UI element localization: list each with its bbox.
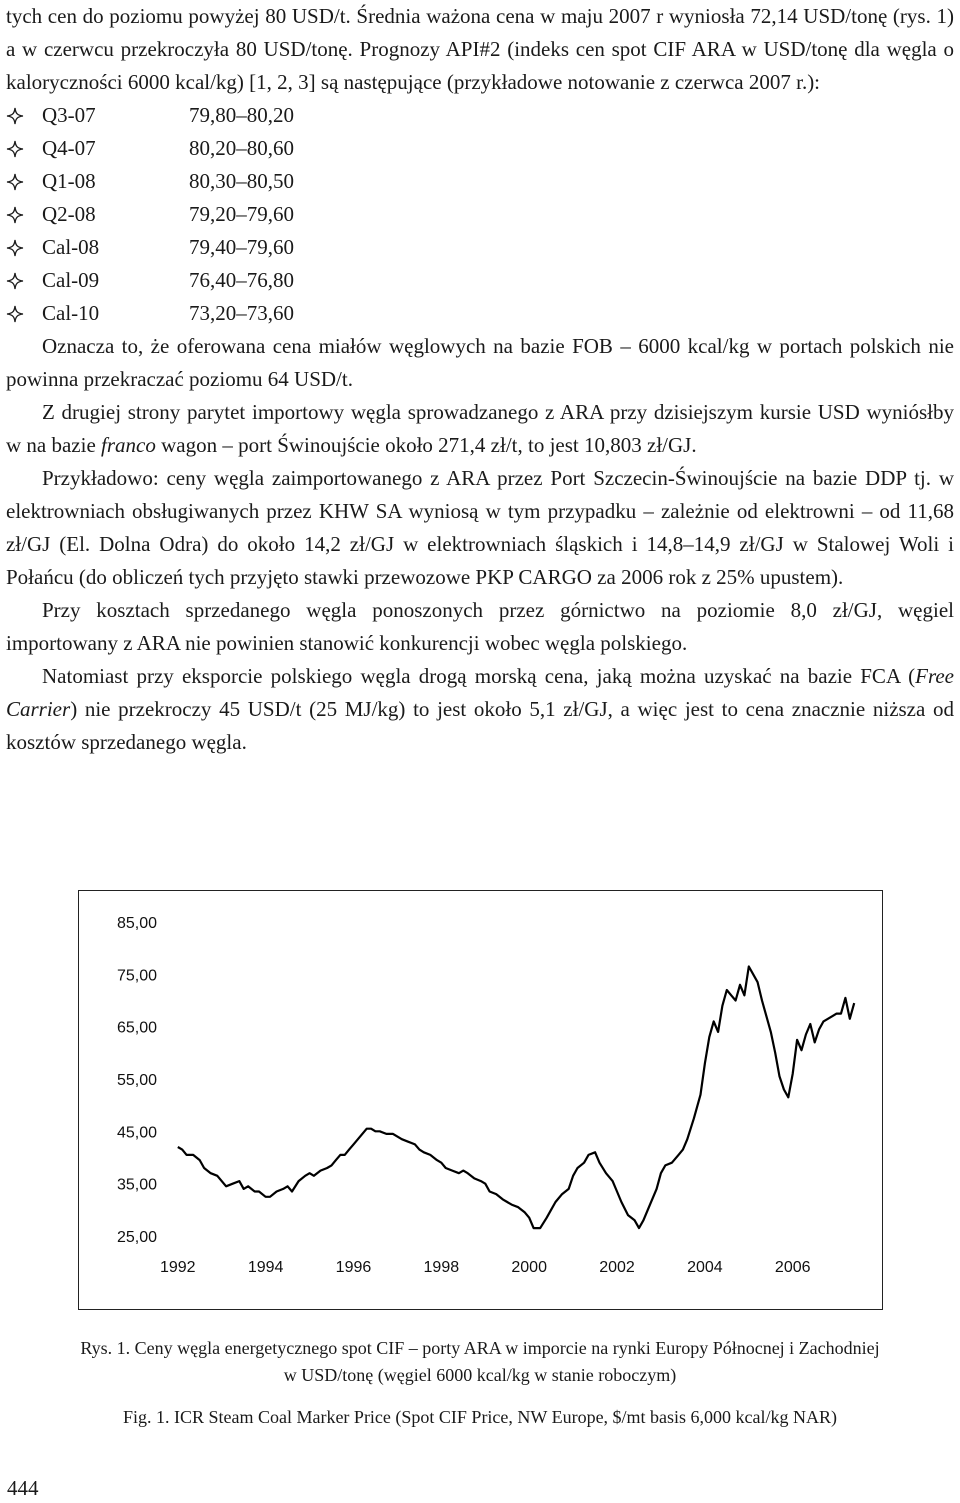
list-item: [6, 264, 954, 297]
emphasis-free-carrier: Free Carrier: [6, 664, 954, 721]
period-label: Cal-08: [42, 235, 100, 259]
period-label: Cal-10: [42, 301, 100, 325]
coal-price-chart: [78, 890, 883, 1310]
list-item: [6, 99, 954, 132]
price-range: 79,40–79,60: [189, 235, 294, 259]
star-bullet-icon: [6, 272, 42, 290]
period-label: Q4-07: [42, 136, 96, 160]
x-tick-label: 2006: [774, 1259, 811, 1276]
x-tick-label: 1998: [423, 1259, 460, 1276]
y-tick-label: 75,00: [116, 967, 158, 985]
y-tick-label: 35,00: [116, 1176, 158, 1194]
y-tick-label: 45,00: [116, 1124, 158, 1142]
list-item: [6, 297, 954, 330]
caption-line: Rys. 1. Ceny węgla energetycznego spot CIF – porty ARA w imporcie na rynki Europy Północnej i Zachodniej: [80, 1338, 880, 1358]
list-item: [6, 231, 954, 264]
period-label: Q1-08: [42, 169, 96, 193]
y-tick-label: 55,00: [116, 1072, 158, 1089]
star-bullet-icon: [6, 140, 42, 158]
paragraph-fob: Oznacza to, że oferowana cena miałów węglowych na bazie FOB – 6000 kcal/kg w portach polskich nie powinna przekraczać poziomu 64 USD/t.: [6, 334, 954, 391]
list-item: [6, 198, 954, 231]
article-body: [6, 0, 954, 759]
text-run: Z drugiej strony parytet importowy węgla sprowadzanego z ARA przy dzisiejszym kursie USD wyniósłby w na bazie: [6, 400, 954, 457]
x-axis-ticks: [160, 1259, 811, 1276]
emphasis-franco: franco: [101, 433, 156, 457]
figure-caption-polish: [0, 1335, 960, 1389]
x-tick-label: 2004: [687, 1259, 723, 1276]
price-range: 79,80–80,20: [189, 103, 294, 127]
y-axis-ticks: [117, 915, 157, 1246]
paragraph-export-fca: [6, 660, 954, 759]
paragraph-mining-costs: Przy kosztach sprzedanego węgla ponoszonych przez górnictwo na poziomie 8,0 zł/GJ, węgiel importowany z ARA nie powinien stanowić konkurencji wobec węgla polskiego.: [6, 598, 954, 655]
x-tick-label: 1996: [335, 1259, 372, 1276]
text-run: Natomiast przy eksporcie polskiego węgla drogą morską cena, jaką można uzyskać na bazie FCA (: [42, 664, 916, 688]
price-range: 80,20–80,60: [189, 136, 294, 160]
api2-forecast-list: [6, 99, 954, 330]
y-tick-label: 25,00: [116, 1229, 158, 1246]
page-number: 444: [7, 1476, 39, 1500]
caption-line: w USD/tonę (węgiel 6000 kcal/kg w stanie roboczym): [283, 1365, 677, 1385]
period-label: Cal-09: [42, 268, 100, 292]
price-range: 73,20–73,60: [189, 301, 294, 325]
star-bullet-icon: [6, 305, 42, 323]
x-tick-label: 2000: [511, 1259, 547, 1276]
coal-price-chart-svg: [79, 891, 881, 1308]
period-label: Q3-07: [42, 103, 96, 127]
text-run: wagon – port Świnoujście około 271,4 zł/t, to jest 10,803 zł/GJ.: [155, 433, 697, 457]
list-item: [6, 165, 954, 198]
text-run: ) nie przekroczy 45 USD/t (25 MJ/kg) to jest około 5,1 zł/GJ, a więc jest to cena znacznie niższa od kosztów sprzedanego węgla.: [6, 697, 954, 754]
price-range: 79,20–79,60: [189, 202, 294, 226]
price-series-line: [178, 967, 854, 1229]
figure-caption-english: Fig. 1. ICR Steam Coal Marker Price (Spot CIF Price, NW Europe, $/mt basis 6,000 kcal/kg NAR): [122, 1407, 838, 1427]
paragraph-import-parity: [6, 396, 954, 462]
x-tick-label: 1994: [247, 1259, 284, 1276]
list-item: [6, 132, 954, 165]
period-label: Q2-08: [42, 202, 96, 226]
star-bullet-icon: [6, 107, 42, 125]
star-bullet-icon: [6, 239, 42, 257]
star-bullet-icon: [6, 173, 42, 191]
price-range: 80,30–80,50: [189, 169, 294, 193]
paragraph-ddp-example: Przykładowo: ceny węgla zaimportowanego z ARA przez Port Szczecin-Świnoujście na bazie DDP tj. w elektrowniach obsługiwanych przez KHW SA wyniosą w tym przypadku – zależnie od elektrowni – od 11,68 zł/GJ (El. Dolna Odra) do około 14,2 zł/GJ w elektrowniach śląskich i 14,8–14,9 zł/GJ w Stalowej Woli i Połańcu (do obliczeń tych przyjęto stawki przewozowe PKP CARGO za 2006 rok z 25% upustem).: [6, 466, 954, 589]
price-range: 76,40–76,80: [189, 268, 294, 292]
paragraph-intro: tych cen do poziomu powyżej 80 USD/t. Średnia ważona cena w maju 2007 r wyniosła 72,14 USD/tonę (rys. 1) a w czerwcu przekroczyła 80 USD/tonę. Prognozy API#2 (indeks cen spot CIF ARA w USD/tonę dla węgla o kaloryczności 6000 kcal/kg) [1, 2, 3] są następujące (przykładowe notowanie z czerwca 2007 r.):: [6, 4, 954, 94]
x-tick-label: 1992: [159, 1259, 196, 1276]
y-tick-label: 85,00: [116, 915, 158, 932]
y-tick-label: 65,00: [116, 1019, 158, 1037]
star-bullet-icon: [6, 206, 42, 224]
x-tick-label: 2002: [599, 1259, 635, 1276]
